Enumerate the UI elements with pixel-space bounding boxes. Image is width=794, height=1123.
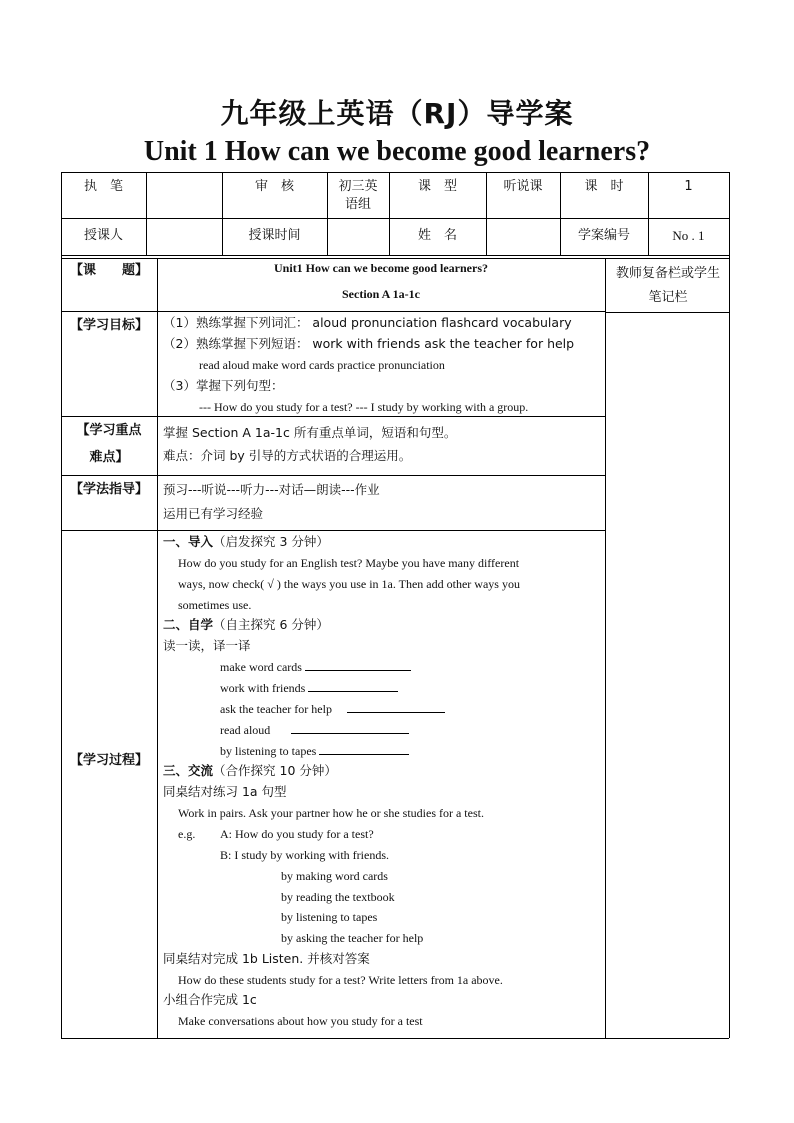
exchange-line: 小组合作完成 1c: [163, 992, 257, 1007]
phrase-item: ask the teacher for help: [220, 702, 332, 716]
dialogue-a: A: How do you study for a test?: [220, 827, 374, 841]
by-phrase: by asking the teacher for help: [281, 931, 424, 945]
intro-line: How do you study for an English test? Maybe you have many different: [178, 556, 520, 570]
phrase-item: make word cards: [220, 660, 302, 674]
topic-line1: Unit1 How can we become good learners?: [274, 261, 488, 275]
reviewer-value: 初三英语组: [338, 179, 378, 212]
goal-line: （2）熟练掌握下列短语： work with friends ask the teacher for help: [163, 336, 575, 351]
section-sub: （启发探究 3 分钟）: [213, 534, 329, 549]
page-title-cn: 九年级上英语（RJ）导学案: [220, 97, 574, 130]
goal-line: --- How do you study for a test? --- I study by working with a group.: [199, 400, 529, 414]
goal-line: （3）掌握下列句型：: [163, 378, 284, 393]
section-sub: （合作探究 10 分钟）: [213, 763, 337, 778]
phrase-item: by listening to tapes: [220, 744, 317, 758]
exchange-line: 同桌结对练习 1a 句型: [163, 784, 287, 799]
self-study-intro: 读一读，译一译: [163, 638, 251, 653]
answer-blank[interactable]: [319, 742, 409, 755]
example-label: e.g.: [178, 827, 196, 841]
time-label: 授课时间: [248, 228, 301, 243]
key-label-1: 【学习重点: [76, 423, 142, 438]
by-phrase: by making word cards: [281, 869, 388, 883]
goal-line: read aloud make word cards practice pronunciation: [199, 358, 445, 372]
notes-label: 教师复备栏或学生笔记栏: [616, 266, 721, 305]
exchange-line: Work in pairs. Ask your partner how he or she studies for a test.: [178, 806, 484, 820]
by-phrase: by listening to tapes: [281, 910, 378, 924]
key-line: 难点：介词 by 引导的方式状语的合理运用。: [163, 448, 412, 463]
method-line: 运用已有学习经验: [163, 506, 264, 521]
hours-label: 课 时: [584, 179, 624, 194]
teacher-label: 授课人: [83, 228, 123, 243]
phrase-item: work with friends: [220, 681, 306, 695]
intro-line: sometimes use.: [178, 598, 252, 612]
section-title: 一、导入: [163, 534, 214, 549]
type-label: 课 型: [417, 179, 457, 194]
name-label: 姓 名: [417, 228, 457, 243]
goal-line: （1）熟练掌握下列词汇： aloud pronunciation flashcard vocabulary: [163, 315, 572, 330]
answer-blank[interactable]: [305, 658, 411, 671]
section-title: 二、自学: [163, 617, 214, 632]
section-sub: （自主探究 6 分钟）: [213, 617, 329, 632]
key-line: 掌握 Section A 1a-1c 所有重点单词，短语和句型。: [163, 425, 457, 440]
goals-label: 【学习目标】: [69, 318, 148, 333]
by-phrase: by reading the textbook: [281, 890, 395, 904]
hours-value: 1: [684, 179, 693, 194]
answer-blank[interactable]: [291, 721, 409, 734]
topic-line2: Section A 1a-1c: [342, 287, 420, 301]
key-label-2: 难点】: [89, 450, 129, 465]
dialogue-b: B: I study by working with friends.: [220, 848, 389, 862]
writer-label: 执 笔: [83, 179, 123, 194]
process-label: 【学习过程】: [69, 753, 148, 768]
method-line: 预习---听说---听力---对话—朗读---作业: [163, 482, 380, 497]
exchange-line: Make conversations about how you study for a test: [178, 1014, 423, 1028]
intro-line: ways, now check( √ ) the ways you use in 1a. Then add other ways you: [178, 577, 520, 591]
topic-label: 【课 题】: [69, 263, 148, 278]
exchange-line: 同桌结对完成 1b Listen. 并核对答案: [163, 951, 370, 966]
section-title: 三、交流: [163, 763, 214, 778]
type-value: 听说课: [503, 179, 543, 194]
method-label: 【学法指导】: [69, 482, 148, 497]
answer-blank[interactable]: [347, 700, 445, 713]
answer-blank[interactable]: [308, 679, 398, 692]
page-title-en: Unit 1 How can we become good learners?: [143, 136, 651, 167]
code-label: 学案编号: [577, 228, 630, 243]
code-value: No . 1: [672, 228, 705, 243]
phrase-item: read aloud: [220, 723, 271, 737]
exchange-line: How do these students study for a test? Write letters from 1a above.: [178, 973, 503, 987]
reviewer-label: 审 核: [254, 179, 294, 194]
